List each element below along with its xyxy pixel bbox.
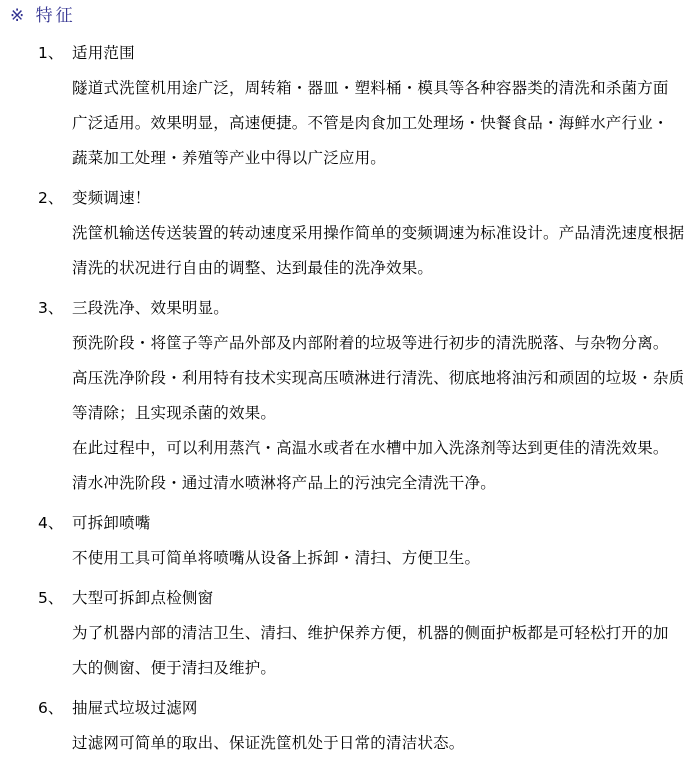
- paragraph-line: 蔬菜加工处理・养殖等产业中得以广泛应用。: [72, 149, 387, 167]
- section-heading: 三段洗净、效果明显。: [72, 299, 230, 317]
- paragraph-line: 洗筐机输送传送装置的转动速度采用操作简单的变频调速为标准设计。产品清洗速度根据: [72, 224, 685, 242]
- section-heading: 适用范围: [72, 44, 135, 62]
- page-title: ※ 特征: [10, 6, 76, 26]
- paragraph-line: 等清除；且实现杀菌的效果。: [72, 404, 277, 422]
- section-number: 2、: [38, 189, 64, 207]
- section-number: 3、: [38, 299, 64, 317]
- paragraph-line: 为了机器内部的清洁卫生、清扫、维护保养方便，机器的侧面护板都是可轻松打开的加: [72, 624, 669, 642]
- feature-section-1: [10, 36, 677, 176]
- section-content: [72, 36, 677, 176]
- paragraph-line: 隧道式洗筐机用途广泛，周转箱・器皿・塑料桶・模具等各种容器类的清洗和杀菌方面: [72, 79, 669, 97]
- section-number: 5、: [38, 589, 64, 607]
- paragraph-line: 高压洗净阶段・利用特有技术实现高压喷淋进行清洗、彻底地将油污和顽固的垃圾・杂质: [72, 369, 685, 387]
- paragraph-line: 预洗阶段・将筐子等产品外部及内部附着的垃圾等进行初步的清洗脱落、与杂物分离。: [72, 334, 669, 352]
- paragraph-line: 在此过程中，可以利用蒸汽・高温水或者在水槽中加入洗涤剂等达到更佳的清洗效果。: [72, 439, 669, 457]
- feature-section-4: [10, 506, 677, 576]
- feature-section-2: [10, 181, 685, 286]
- section-number: 4、: [38, 514, 64, 532]
- section-content: [72, 581, 677, 686]
- paragraph-line: 大的侧窗、便于清扫及维护。: [72, 659, 277, 677]
- section-heading: 可拆卸喷嘴: [72, 514, 151, 532]
- section-heading: 抽屉式垃圾过滤网: [72, 699, 198, 717]
- feature-section-5: [10, 581, 677, 686]
- paragraph-line: 不使用工具可简单将喷嘴从设备上拆卸・清扫、方便卫生。: [72, 549, 481, 567]
- section-number: 1、: [38, 44, 64, 62]
- section-content: [72, 291, 685, 501]
- paragraph-line: 过滤网可简单的取出、保证洗筐机处于日常的清洁状态。: [72, 734, 465, 752]
- section-content: [72, 181, 685, 286]
- section-content: [72, 506, 677, 576]
- paragraph-line: 清洗的状况进行自由的调整、达到最佳的洗净效果。: [72, 259, 434, 277]
- paragraph-line: 清水冲洗阶段・通过清水喷淋将产品上的污浊完全清洗干净。: [72, 474, 496, 492]
- paragraph-line: 广泛适用。效果明显，高速便捷。不管是肉食加工处理场・快餐食品・海鲜水产行业・: [72, 114, 669, 132]
- section-heading: 大型可拆卸点检侧窗: [72, 589, 214, 607]
- section-heading: 变频调速！: [72, 189, 151, 207]
- feature-section-3: [10, 291, 685, 501]
- section-content: [72, 691, 677, 761]
- section-number: 6、: [38, 699, 64, 717]
- feature-section-6: [10, 691, 677, 761]
